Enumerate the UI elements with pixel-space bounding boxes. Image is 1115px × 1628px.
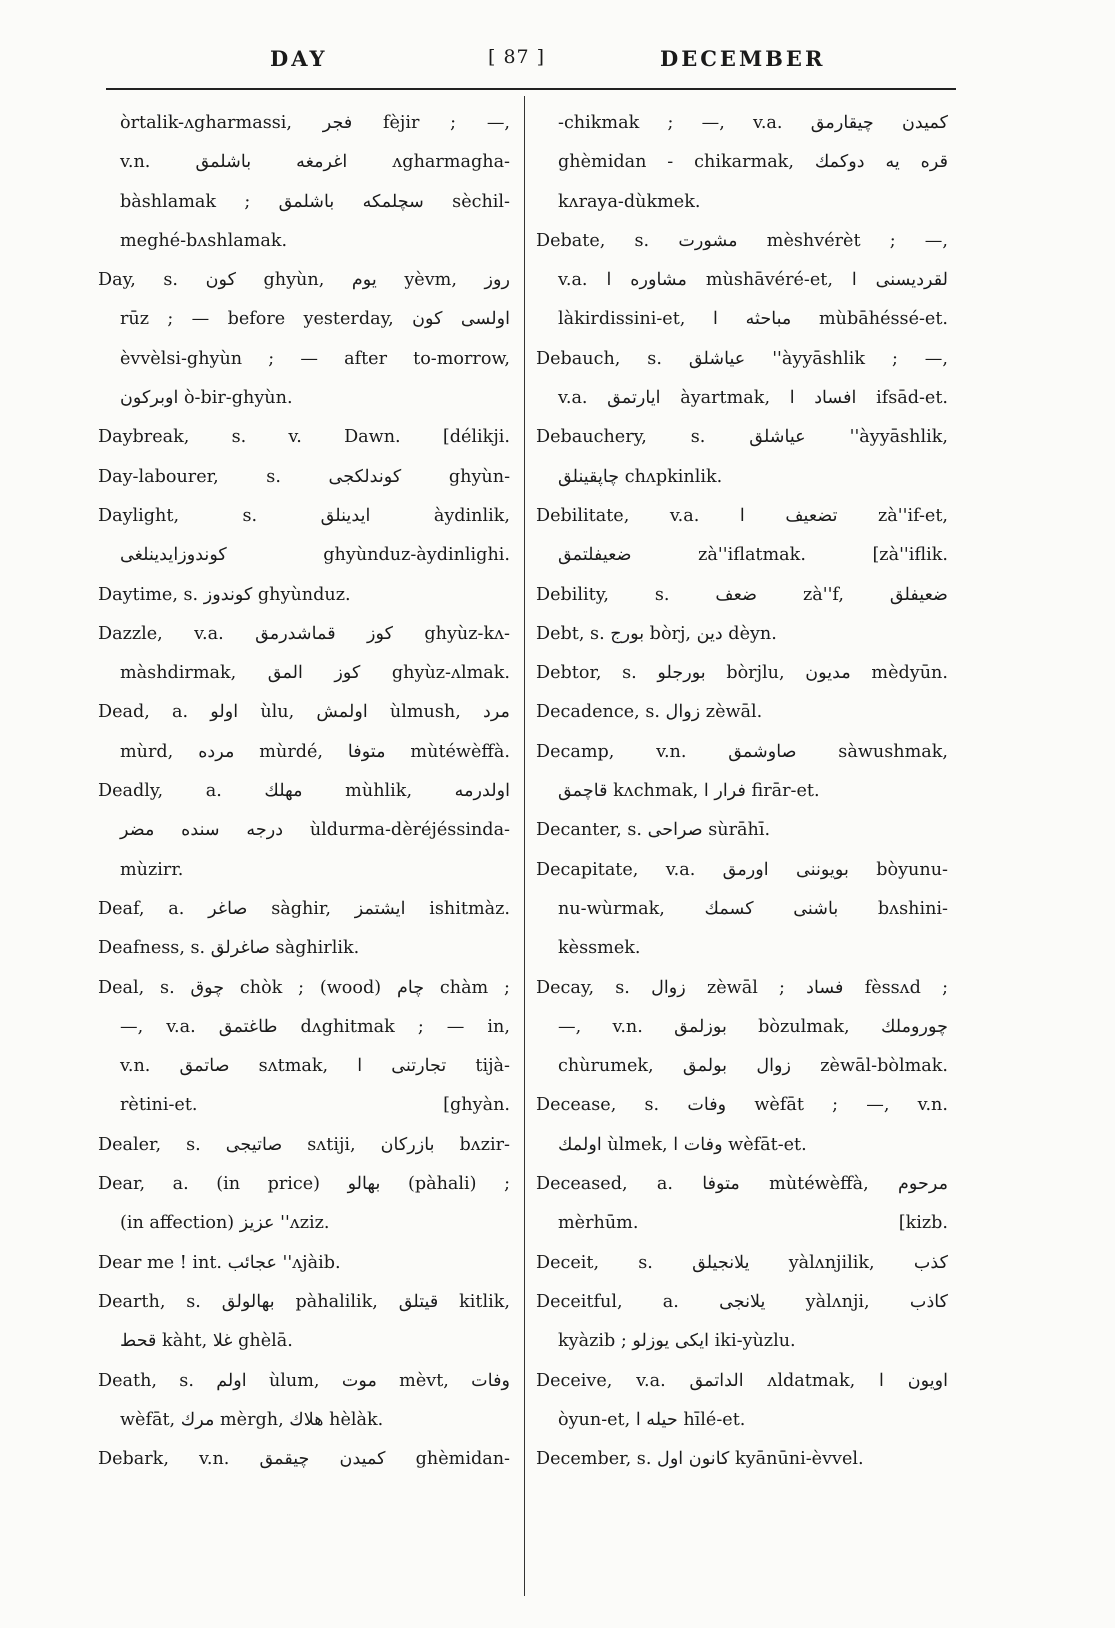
dictionary-line: Dear me ! int. عجائب ''ʌjàib. <box>98 1252 341 1273</box>
dictionary-line: (in affection) عزيز ''ʌziz. <box>120 1213 330 1234</box>
dictionary-line: kèssmek. <box>558 938 641 959</box>
dictionary-line: òrtalik-ʌgharmassi, فجر fèjir ; —, <box>120 113 510 133</box>
dictionary-line: قاچمق kʌchmak, فرار ا firār-et. <box>558 781 820 802</box>
dictionary-line: Debt, s. بورج bòrj, دين dèyn. <box>536 623 777 644</box>
dictionary-line: Deadly, a. مهلك mùhlik, اولدرمه <box>98 781 510 802</box>
running-head-right: DECEMBER <box>660 46 826 71</box>
dictionary-line: Debauch, s. عياشلق ''àyyāshlik ; —, <box>536 348 948 369</box>
dictionary-line: Daytime, s. كوندوز ghyùnduz. <box>98 584 351 605</box>
dictionary-line: Debate, s. مشورت mèshvérèt ; —, <box>536 230 948 251</box>
dictionary-line: Deafness, s. صاغرلق sàghirlik. <box>98 938 360 959</box>
dictionary-line: —, v.a. طاغتمق dʌghitmak ; — in, <box>120 1016 510 1037</box>
dictionary-line: Deceive, v.a. الداتمق ʌldatmak, اويون ا <box>536 1370 948 1391</box>
dictionary-line: kyàzib ; ايكى يوزلو iki-yùzlu. <box>558 1331 796 1352</box>
dictionary-line: اوبركون ò-bir-ghyùn. <box>120 388 293 409</box>
dictionary-line: اولمك ùlmek, وفات ا wèfāt-et. <box>558 1134 807 1155</box>
left-column <box>98 104 510 1479</box>
dictionary-line: Dazzle, v.a. كوز قماشدرمق ghyùz-kʌ- <box>98 623 510 644</box>
dictionary-page <box>96 40 956 1600</box>
dictionary-line: kʌraya-dùkmek. <box>558 191 701 212</box>
dictionary-line: Debility, s. ضعف zà''f, ضعيفلق <box>536 584 948 605</box>
dictionary-line: Debilitate, v.a. تضعيف ا zà''if-et, <box>536 505 948 526</box>
dictionary-line: ghèmidan - chikarmak, قره يه دوكمك <box>558 152 948 173</box>
dictionary-line: nu-wùrmak, باشنى كسمك bʌshini- <box>558 898 948 919</box>
dictionary-line: Daylight, s. ايدينلق àydinlik, <box>98 505 510 526</box>
dictionary-line: Decease, s. وفات wèfāt ; —, v.n. <box>536 1095 948 1116</box>
header-rule <box>106 88 956 90</box>
dictionary-line: Deaf, a. صاغر sàghir, ايشتمز ishitmàz. <box>98 898 510 919</box>
dictionary-line: v.n. صاتمق sʌtmak, تجارتنى ا tijà- <box>120 1056 510 1077</box>
dictionary-line: Debtor, s. بورجلو bòrjlu, مديون mèdyūn. <box>536 663 948 684</box>
dictionary-line: Decanter, s. صراحى sùrāhī. <box>536 820 771 841</box>
dictionary-line: قحط kàht, غلا ghèlā. <box>120 1331 293 1352</box>
dictionary-line: Deceitful, a. يلانجى yàlʌnji, كاذب <box>536 1291 948 1312</box>
dictionary-line: درجه سنده مضر ùldurma-dèréjéssinda- <box>120 820 510 841</box>
dictionary-line: Debark, v.n. كميدن چيقمق ghèmidan- <box>98 1449 510 1470</box>
dictionary-line: كوندوزايدينلغى ghyùnduz-àydinlighi. <box>120 545 510 566</box>
running-head <box>96 40 956 76</box>
dictionary-line: bàshlamak ; سچلمكه باشلمق sèchil- <box>120 191 510 212</box>
dictionary-line: Dearth, s. بهالولق pàhalilik, قيتلق kitlik, <box>98 1291 510 1312</box>
dictionary-line: —, v.n. بوزلمق bòzulmak, چوروملك <box>558 1016 948 1037</box>
dictionary-line: mùrd, مرده mùrdé, متوفا mùtéwèffà. <box>120 741 510 762</box>
dictionary-line: rūz ; — before yesterday, اولسى كون <box>120 309 510 330</box>
dictionary-line: mèrhūm. [kizb. <box>558 1213 948 1234</box>
dictionary-line: Debauchery, s. عياشلق ''àyyāshlik, <box>536 427 948 448</box>
dictionary-line: màshdirmak, كوز المق ghyùz-ʌlmak. <box>120 663 510 684</box>
dictionary-line: Deal, s. چوق chòk ; (wood) چام chàm ; <box>98 977 510 998</box>
dictionary-line: v.a. ايارتمق àyartmak, افساد ا ifsād-et. <box>558 388 948 409</box>
dictionary-line: Decamp, v.n. صاوشمق sàwushmak, <box>536 741 948 762</box>
dictionary-line: v.n. اغرمغه باشلمق ʌgharmagha- <box>120 152 510 173</box>
dictionary-line: v.a. مشاوره ا mùshāvéré-et, لقرديسنى ا <box>558 270 948 291</box>
running-head-left: DAY <box>270 46 328 71</box>
dictionary-line: -chikmak ; —, v.a. كميدن چيقارمق <box>558 113 948 133</box>
dictionary-line: èvvèlsi-ghyùn ; — after to-morrow, <box>120 348 510 369</box>
dictionary-line: mùzirr. <box>120 859 184 880</box>
dictionary-line: December, s. كانون اول kyānūni-èvvel. <box>536 1449 864 1470</box>
dictionary-line: Daybreak, s. v. Dawn. [délikji. <box>98 427 510 448</box>
dictionary-line: Day-labourer, s. كوندلكجى ghyùn- <box>98 466 510 487</box>
dictionary-line: òyun-et, حيله ا hīlé-et. <box>558 1409 746 1430</box>
dictionary-line: làkirdissini-et, مباحثه ا mùbāhéssé-et. <box>558 309 948 330</box>
dictionary-line: ضعيفلتمق zà''iflatmak. [zà''iflik. <box>558 545 948 566</box>
dictionary-line: Deceased, a. متوفا mùtéwèffà, مرحوم <box>536 1174 948 1195</box>
dictionary-line: Dead, a. اولو ùlu, اولمش ùlmush, مرد <box>98 702 510 723</box>
dictionary-line: Decay, s. زوال zèwāl ; فساد fèssʌd ; <box>536 977 948 998</box>
dictionary-line: wèfāt, مرك mèrgh, هلاك hèlàk. <box>120 1409 384 1430</box>
dictionary-line: chùrumek, زوال بولمق zèwāl-bòlmak. <box>558 1056 948 1077</box>
dictionary-line: meghé-bʌshlamak. <box>120 230 288 251</box>
dictionary-line: Dear, a. (in price) بهالو (pàhali) ; <box>98 1174 510 1195</box>
dictionary-line: Decapitate, v.a. بويوننى اورمق bòyunu- <box>536 859 948 880</box>
dictionary-line: Day, s. كون ghyùn, يوم yèvm, روز <box>98 270 510 291</box>
dictionary-line: Death, s. اولم ùlum, موت mèvt, وفات <box>98 1370 510 1391</box>
dictionary-line: Dealer, s. صاتيجى sʌtiji, بازركان bʌzir- <box>98 1134 510 1155</box>
dictionary-line: Deceit, s. يلانجيلق yàlʌnjilik, كذب <box>536 1252 948 1273</box>
dictionary-line: چاپقينلق chʌpkinlik. <box>558 466 723 487</box>
dictionary-line: rètini-et. [ghyàn. <box>120 1095 510 1116</box>
dictionary-line: Decadence, s. زوال zèwāl. <box>536 702 763 723</box>
column-divider <box>524 96 525 1596</box>
page-number: [ 87 ] <box>488 46 546 68</box>
right-column <box>536 104 948 1479</box>
